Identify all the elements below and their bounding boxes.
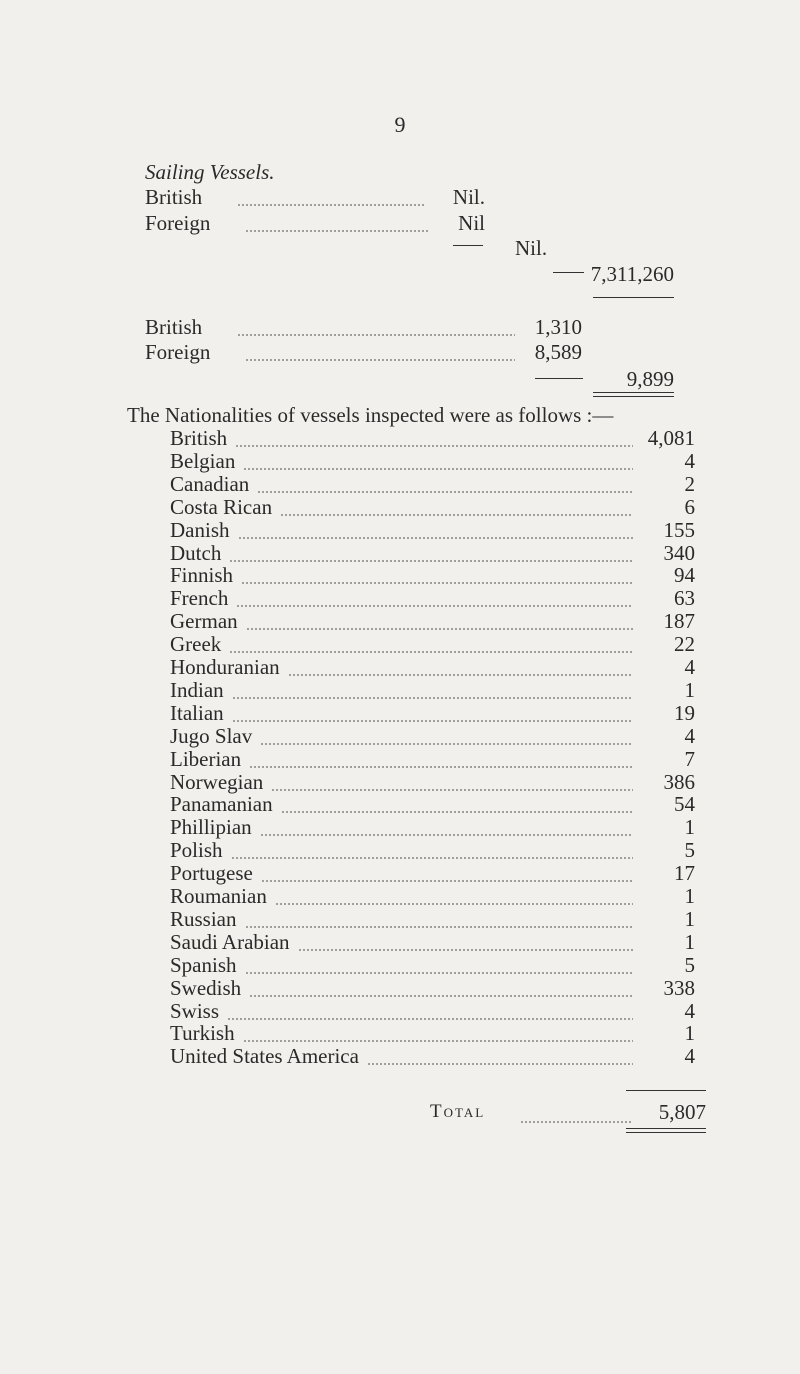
leader-dots (246, 628, 633, 630)
nationality-label: United States America (170, 1044, 359, 1069)
nationality-value: 4 (684, 448, 695, 473)
row-label: Foreign (145, 211, 211, 235)
nationality-label: Jugo Slav (170, 723, 253, 748)
nationality-label: Norwegian (170, 769, 264, 794)
leader-dots (238, 537, 633, 539)
row-label: British (145, 315, 203, 339)
nationality-value: 155 (663, 517, 695, 542)
rule (453, 245, 483, 246)
section-heading: Sailing Vessels. (145, 160, 275, 184)
sailing-row-foreign (145, 211, 485, 237)
nationality-label: Spanish (170, 952, 237, 977)
leader-dots (260, 834, 633, 836)
nationalities-intro: The Nationalities of vessels inspected were as follows :— (127, 403, 614, 427)
leader-dots (232, 697, 633, 699)
leader-dots (245, 230, 430, 232)
nationality-value: 17 (674, 861, 695, 886)
nationality-label: Panamanian (170, 792, 273, 817)
rule (535, 378, 583, 379)
nationality-label: German (170, 609, 238, 634)
row-label: Foreign (145, 340, 211, 364)
leader-dots (241, 582, 633, 584)
leader-dots (237, 334, 515, 336)
nationality-value: 4 (684, 655, 695, 679)
rule (626, 1090, 706, 1091)
nationality-label: Russian (170, 906, 237, 931)
leader-dots (243, 468, 633, 470)
nationality-row (170, 1044, 695, 1070)
carried-total: 7,311,260 (590, 262, 674, 286)
nationality-value: 4,081 (647, 426, 695, 450)
total-value: 5,807 (658, 1100, 706, 1124)
nationality-label: French (170, 586, 229, 611)
nationality-value: 187 (663, 609, 695, 634)
leader-dots (245, 972, 633, 974)
leader-dots (231, 857, 633, 859)
sailing-subtotal: Nil. (515, 236, 548, 260)
nationality-label: Indian (170, 677, 224, 702)
nationality-value: 5 (684, 952, 695, 977)
nationality-label: Swiss (170, 998, 220, 1023)
nationality-label: Italian (170, 700, 224, 725)
nationality-value: 1 (684, 1021, 695, 1046)
nationality-value: 4 (684, 1044, 695, 1069)
nationality-label: Canadian (170, 471, 250, 496)
leader-dots (232, 720, 633, 722)
leader-dots (249, 766, 633, 768)
double-rule (626, 1128, 706, 1133)
nationality-label: Finnish (170, 563, 234, 588)
nationality-label: Portugese (170, 861, 253, 886)
nationality-label: Honduranian (170, 655, 280, 679)
leader-dots (298, 949, 633, 951)
sailing-row-british (145, 185, 485, 211)
page-number: 9 (394, 112, 406, 137)
nationality-value: 54 (674, 792, 695, 817)
nationality-label: Swedish (170, 975, 242, 1000)
leader-dots (229, 560, 633, 562)
leader-dots (261, 880, 633, 882)
nationality-label: Dutch (170, 540, 222, 565)
total-label: Total (430, 1101, 486, 1122)
nationality-value: 1 (684, 906, 695, 931)
rule (593, 297, 674, 298)
row-value: 8,589 (534, 340, 582, 364)
nationality-value: 22 (674, 632, 695, 657)
nationality-value: 340 (663, 540, 695, 565)
nationality-label: Phillipian (170, 815, 252, 840)
leader-dots (275, 903, 633, 905)
nationality-value: 2 (684, 471, 695, 496)
nationality-label: Turkish (170, 1021, 235, 1046)
leader-dots (288, 674, 633, 676)
nationality-label: Belgian (170, 448, 236, 473)
nationality-value: 7 (684, 746, 695, 771)
leader-dots (236, 605, 633, 607)
double-rule (593, 392, 674, 397)
leader-dots (520, 1121, 632, 1123)
row-value: Nil (458, 211, 485, 235)
leader-dots (237, 204, 425, 206)
nationality-label: Liberian (170, 746, 242, 771)
nationality-value: 19 (674, 700, 695, 725)
nationality-value: 4 (684, 723, 695, 748)
leader-dots (281, 811, 633, 813)
row-value: Nil. (452, 185, 485, 209)
nationality-value: 5 (684, 838, 695, 863)
row-label: British (145, 185, 203, 209)
leader-dots (260, 743, 633, 745)
leader-dots (229, 651, 633, 653)
nationality-label: British (170, 426, 228, 450)
leader-dots (367, 1063, 633, 1065)
group-row-british (145, 315, 582, 341)
nationality-label: Danish (170, 517, 230, 542)
group-total: 9,899 (626, 367, 674, 391)
nationality-value: 1 (684, 677, 695, 702)
nationality-value: 4 (684, 998, 695, 1023)
leader-dots (243, 1040, 633, 1042)
nationality-label: Roumanian (170, 884, 267, 908)
nationality-value: 338 (663, 975, 695, 1000)
leader-dots (280, 514, 633, 516)
nationality-label: Greek (170, 632, 222, 657)
leader-dots (245, 926, 633, 928)
leader-dots (257, 491, 633, 493)
nationality-value: 6 (684, 494, 695, 519)
leader-dots (227, 1018, 633, 1020)
nationality-label: Saudi Arabian (170, 929, 290, 954)
nationality-label: Polish (170, 838, 223, 863)
nationality-value: 94 (674, 563, 695, 588)
group-row-foreign (145, 340, 582, 366)
nationality-value: 1 (684, 815, 695, 840)
nationality-value: 386 (663, 769, 695, 794)
nationality-value: 63 (674, 586, 695, 611)
nationality-value: 1 (684, 884, 695, 908)
leader-dots (271, 789, 633, 791)
rule (553, 272, 584, 273)
nationality-label: Costa Rican (170, 494, 273, 519)
leader-dots (235, 445, 633, 447)
leader-dots (249, 995, 633, 997)
nationality-value: 1 (684, 929, 695, 954)
row-value: 1,310 (534, 315, 582, 339)
leader-dots (245, 359, 515, 361)
